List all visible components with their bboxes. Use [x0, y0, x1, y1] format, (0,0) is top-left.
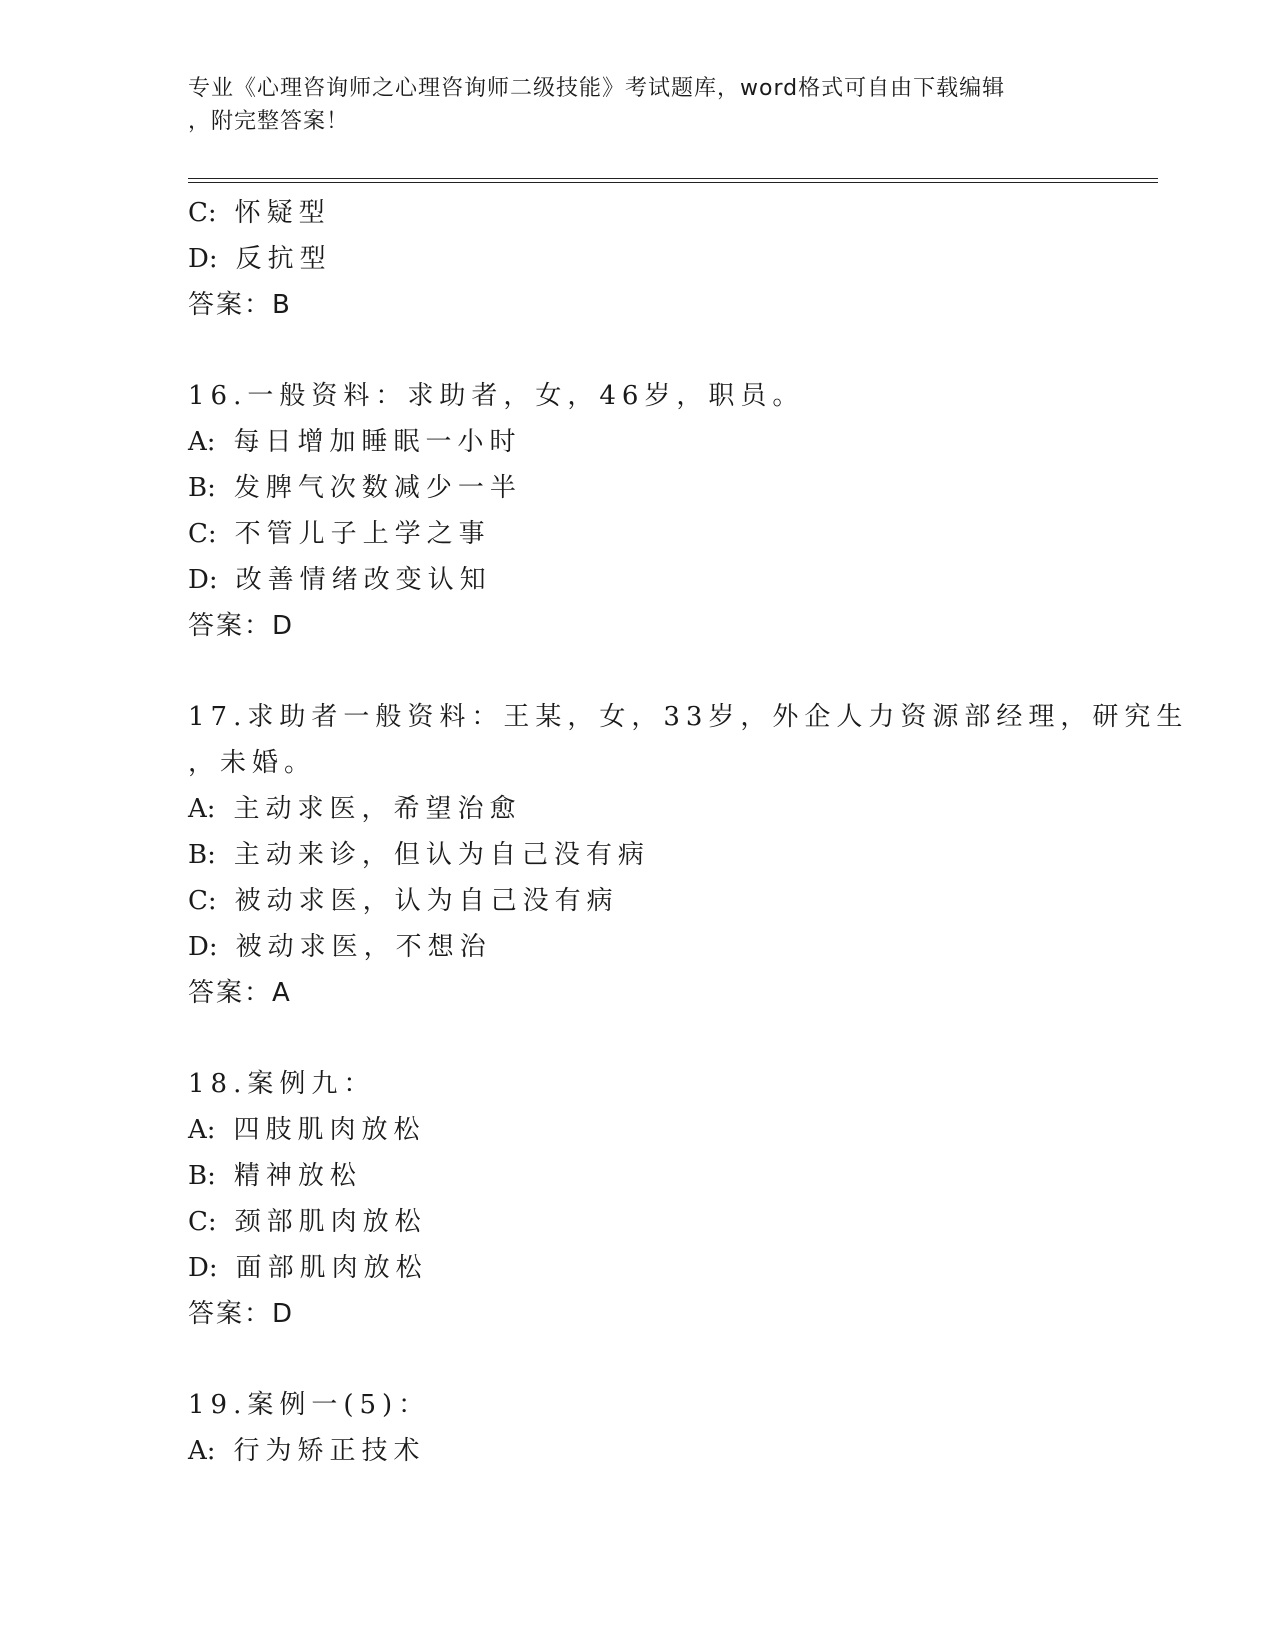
- option-d: D: 面部肌肉放松: [188, 1253, 428, 1283]
- option-c: C: 不管儿子上学之事: [188, 519, 491, 549]
- option-b: B: 精神放松: [188, 1161, 362, 1191]
- question-stem: 19.案例一(5)：: [188, 1390, 431, 1420]
- question-stem: 16.一般资料：求助者，女，46岁，职员。: [188, 381, 805, 411]
- question-stem-line-1: 17.求助者一般资料：王某，女，33岁，外企人力资源部经理，研究生: [188, 702, 1189, 732]
- answer-text: 答案：D: [188, 611, 295, 641]
- option-b: B: 发脾气次数减少一半: [188, 473, 522, 503]
- question-18: [188, 1061, 1108, 1337]
- option-a: A: 行为矫正技术: [188, 1436, 426, 1466]
- option-c: C: 颈部肌肉放松: [188, 1207, 427, 1237]
- answer-text: 答案：D: [188, 1299, 295, 1329]
- option-c: C: 怀疑型: [188, 198, 331, 228]
- header-title-line-1: 专业《心理咨询师之心理咨询师二级技能》考试题库，word格式可自由下载编辑: [188, 76, 1006, 101]
- option-a: A: 主动求医，希望治愈: [188, 794, 522, 824]
- answer-text: 答案：A: [188, 978, 292, 1008]
- answer-text: 答案：B: [188, 290, 292, 320]
- header-divider: [188, 178, 1158, 183]
- question-19: [188, 1382, 1108, 1474]
- question-stem: 18.案例九：: [188, 1069, 376, 1099]
- option-d: D: 反抗型: [188, 244, 332, 274]
- option-d: D: 改善情绪改变认知: [188, 565, 492, 595]
- option-a: A: 四肢肌肉放松: [188, 1115, 426, 1145]
- question-15-continued: [188, 190, 1108, 328]
- question-16: [188, 373, 1108, 649]
- option-a: A: 每日增加睡眠一小时: [188, 427, 522, 457]
- header-title-line-2: ，附完整答案！: [188, 109, 350, 134]
- question-list: [188, 190, 1189, 1474]
- question-17: [188, 694, 1189, 1016]
- question-stem-line-2: ，未婚。: [188, 748, 317, 778]
- option-d: D: 被动求医，不想治: [188, 932, 492, 962]
- option-b: B: 主动来诊，但认为自己没有病: [188, 840, 650, 870]
- option-c: C: 被动求医，认为自己没有病: [188, 886, 619, 916]
- page-header: [188, 72, 1088, 138]
